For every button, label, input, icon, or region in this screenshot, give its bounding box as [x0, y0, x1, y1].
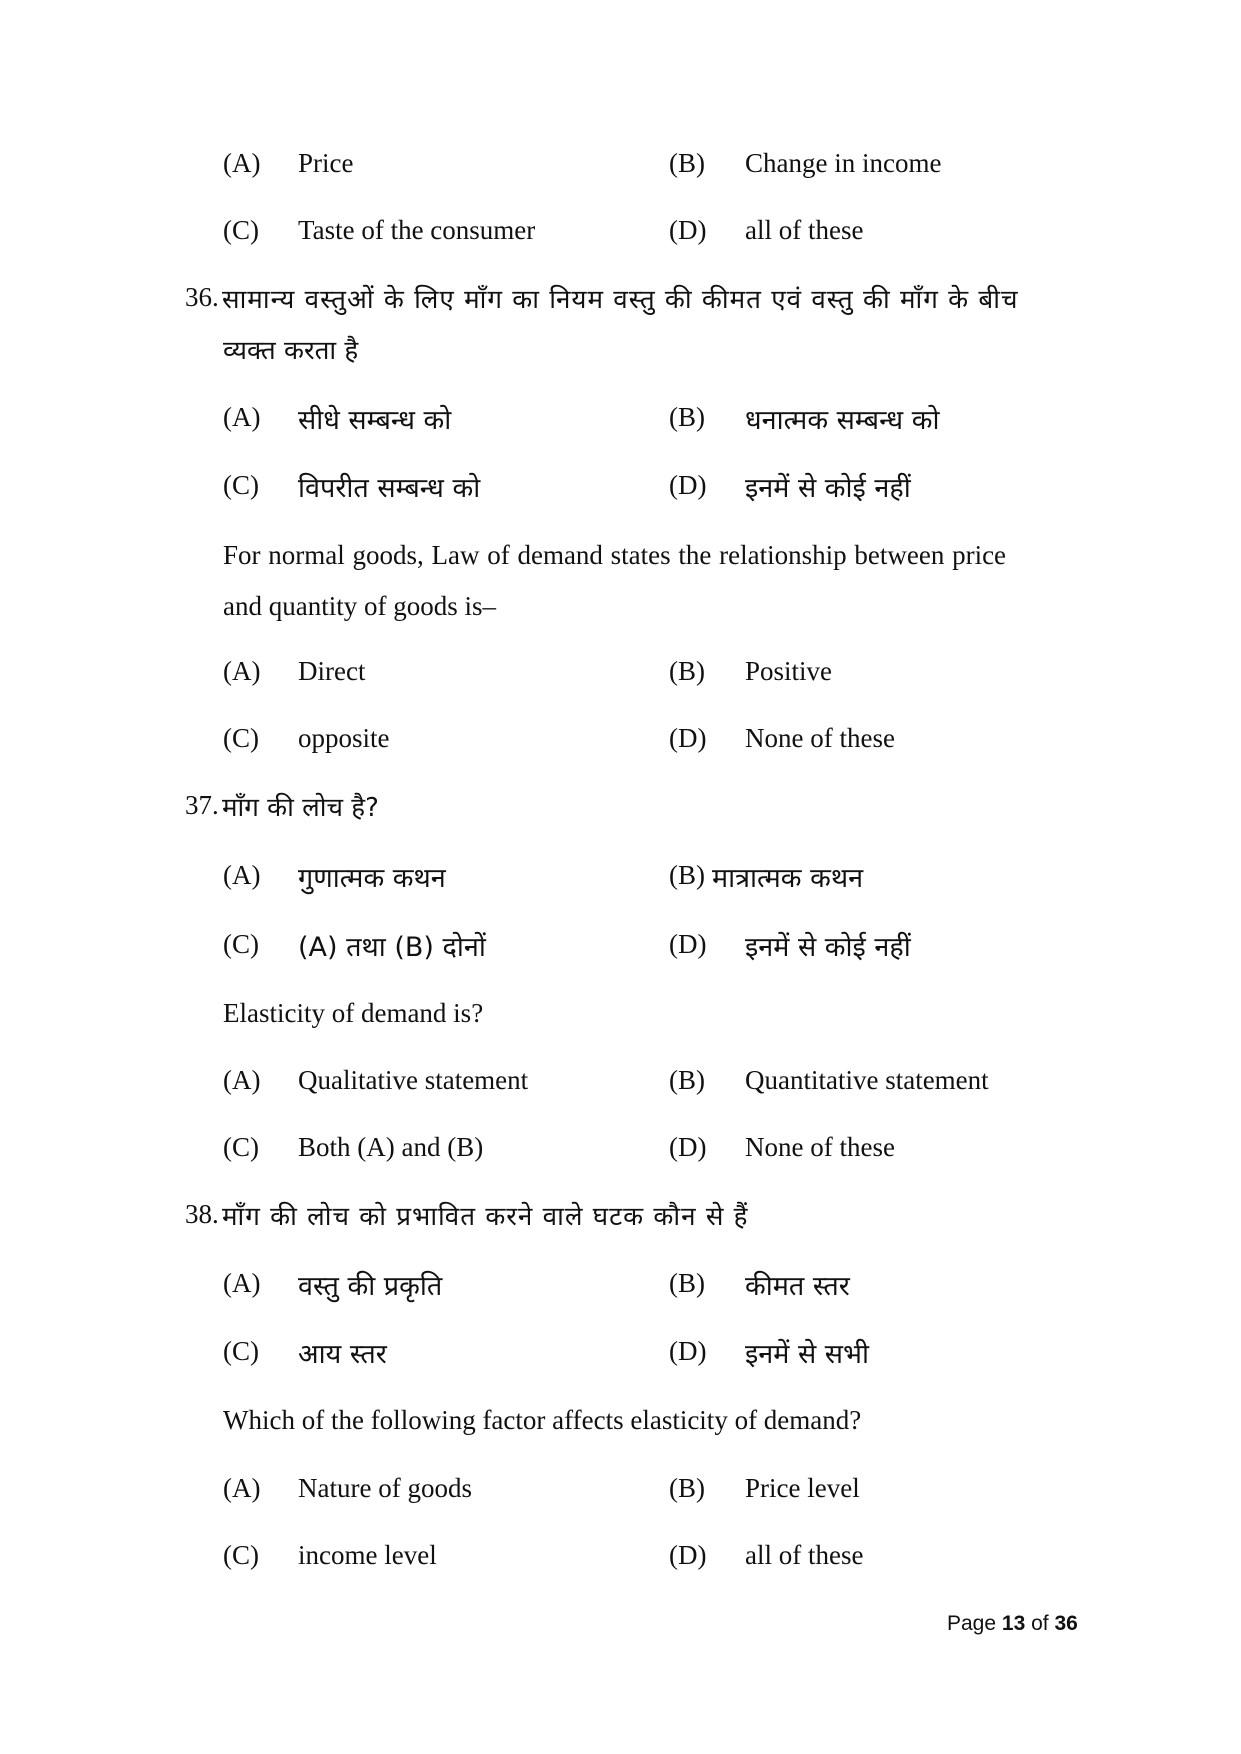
q36-english-option-a-label: (A) [223, 656, 261, 686]
q38-english-option-a-label: (A) [223, 1473, 261, 1503]
q38-hindi-option-d-label: (D) [669, 1336, 707, 1366]
q38-english-option-b: Price level [745, 1473, 860, 1503]
q37-hindi-option-b-label: (B) [669, 860, 705, 890]
q38-hindi-option-a: वस्तु की प्रकृति [298, 1271, 443, 1302]
q35-option-a-label: (A) [223, 148, 261, 178]
q36-english-option-c: opposite [298, 723, 390, 753]
q35-option-c: Taste of the consumer [298, 215, 536, 245]
page-middle: of [1025, 1612, 1055, 1635]
q36-hindi-option-c-label: (C) [223, 470, 259, 500]
q36-english-option-a: Direct [298, 656, 366, 686]
q37-hindi-option-a-label: (A) [223, 860, 261, 890]
q38-english-option-d-label: (D) [669, 1540, 707, 1570]
q37-hindi-question: माँग की लोच है? [222, 793, 379, 823]
q37-hindi-option-d: इनमें से कोई नहीं [745, 932, 911, 963]
q37-english-option-a-label: (A) [223, 1065, 261, 1095]
q38-english-option-c: income level [298, 1540, 437, 1570]
q37-number: 37. [185, 790, 219, 820]
q36-number: 36. [185, 282, 219, 312]
q37-english-option-c: Both (A) and (B) [298, 1132, 484, 1162]
page-prefix: Page [947, 1612, 1002, 1635]
q38-hindi-option-b: कीमत स्तर [745, 1271, 850, 1302]
q35-option-d-label: (D) [669, 215, 707, 245]
q38-english-option-c-label: (C) [223, 1540, 259, 1570]
q36-english-question-line2: and quantity of goods is– [223, 591, 496, 621]
q37-english-option-b: Quantitative statement [745, 1065, 989, 1095]
q38-english-option-b-label: (B) [669, 1473, 705, 1503]
q35-option-d: all of these [745, 215, 864, 245]
q38-number: 38. [185, 1199, 219, 1229]
q37-hindi-option-a: गुणात्मक कथन [298, 863, 446, 894]
q36-hindi-option-a: सीधे सम्बन्ध को [298, 405, 452, 436]
q38-english-option-d: all of these [745, 1540, 864, 1570]
q38-english-option-a: Nature of goods [298, 1473, 472, 1503]
q38-english-question: Which of the following factor affects elasticity of demand? [223, 1405, 862, 1435]
q35-option-b-label: (B) [669, 148, 705, 178]
q37-english-option-c-label: (C) [223, 1132, 259, 1162]
q37-hindi-option-b: मात्रात्मक कथन [712, 863, 864, 894]
q36-english-option-b-label: (B) [669, 656, 705, 686]
q36-english-option-d: None of these [745, 723, 895, 753]
page-total: 36 [1054, 1612, 1078, 1635]
q36-hindi-option-d-label: (D) [669, 470, 707, 500]
q38-hindi-option-d: इनमें से सभी [745, 1339, 870, 1370]
q36-hindi-option-a-label: (A) [223, 402, 261, 432]
page-current: 13 [1001, 1612, 1026, 1635]
q36-hindi-option-d: इनमें से कोई नहीं [745, 473, 911, 504]
q37-english-option-d: None of these [745, 1132, 895, 1162]
q36-hindi-option-b: धनात्मक सम्बन्ध को [745, 405, 940, 436]
q37-english-option-d-label: (D) [669, 1132, 707, 1162]
q36-hindi-option-b-label: (B) [669, 402, 705, 432]
q38-hindi-option-c: आय स्तर [298, 1339, 387, 1370]
page-number-footer [947, 1612, 1078, 1636]
q36-english-option-b: Positive [745, 656, 833, 686]
q36-hindi-question-line1: सामान्य वस्तुओं के लिए माँग का नियम वस्तु की कीमत एवं वस्तु की माँग के बीच [222, 285, 1019, 315]
q38-hindi-option-a-label: (A) [223, 1268, 261, 1298]
q36-english-question-line1: For normal goods, Law of demand states the relationship between price [223, 540, 1007, 570]
q37-english-question: Elasticity of demand is? [223, 998, 484, 1028]
q37-hindi-option-c-label: (C) [223, 929, 259, 959]
q37-english-option-b-label: (B) [669, 1065, 705, 1095]
q36-english-option-c-label: (C) [223, 723, 259, 753]
q38-hindi-option-b-label: (B) [669, 1268, 705, 1298]
q38-hindi-question: माँग की लोच को प्रभावित करने वाले घटक कौन से हैं [222, 1202, 749, 1232]
q35-option-b: Change in income [745, 148, 942, 178]
q36-hindi-option-c: विपरीत सम्बन्ध को [298, 473, 481, 504]
q37-hindi-option-d-label: (D) [669, 929, 707, 959]
q37-english-option-a: Qualitative statement [298, 1065, 529, 1095]
q36-english-option-d-label: (D) [669, 723, 707, 753]
q35-option-c-label: (C) [223, 215, 259, 245]
q36-hindi-question-line2: व्यक्त करता है [223, 336, 359, 366]
q35-option-a: Price [298, 148, 354, 178]
q38-hindi-option-c-label: (C) [223, 1336, 259, 1366]
q37-hindi-option-c: (A) तथा (B) दोनों [298, 932, 486, 963]
